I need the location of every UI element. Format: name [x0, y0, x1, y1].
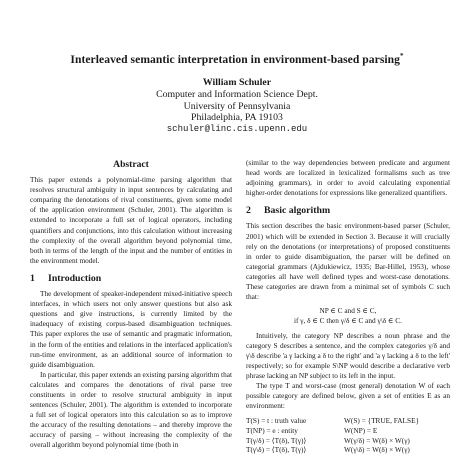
right-column — [246, 158, 450, 455]
abstract-text: This paper extends a polynomial-time parsing algorithm that resolves structural ambiguity in input sentences by calculating and comparing the denotations of rival constituents, given some model of the application environment (Schuler, 2001). The algorithm is extended to incorporate a full set of logical operators, including quantifiers and conjunctions, into this calculation without increasing the complexity of the overall algorithm beyond polynomial time, both in terms of the length of the input and the number of entities in the environment model. — [30, 175, 232, 265]
formula-left: T(S) = t : truth value — [246, 416, 307, 426]
author-city: Philadelphia, PA 19103 — [191, 112, 283, 124]
section-heading-introduction — [30, 274, 232, 284]
formula-left: T(γ/δ) = ⟨T(δ), T(γ)⟩ — [246, 435, 307, 445]
section2-paragraph-2: Intuitively, the category NP describes a noun phrase and the category S describes a sentence, and the complex categories γ/δ and γ\δ describe 'a γ lacking a δ to the right' and 'a γ lacking a δ to the left' respectively; so for example S\NP would describe a declarative verb phrase lacking an NP subject to its left in the input. — [246, 330, 450, 380]
formula-left: T(NP) = e : entity — [246, 426, 298, 436]
formula-right: W(S) = {TRUE, FALSE} — [344, 416, 420, 426]
category-definition-line-2: if γ, δ ∈ C then γ/δ ∈ C and γ\δ ∈ C. — [294, 316, 402, 326]
intro-paragraph-2: In particular, this paper extends an existing parsing algorithm that calculates and compares the denotations of rival parse tree constituents in order to resolve structural ambiguity in input sentences (Schuler, 2001). The algorithm is extended to incorporate a full set of logical operators into this calculation so as to improve the accuracy of the resulting denotations – and thereby improve the accuracy of parsing – without increasing the complexity of the overall algorithm beyond polynomial time (both in — [30, 369, 232, 450]
paper-title — [20, 52, 454, 66]
continued-paragraph: (similar to the way dependencies between predicate and argument head words are localized in lexicalized formalisms such as tree adjoining grammars), in order to avoid calculating exponential higher-order denotations for expressions like generalized quantifiers. — [246, 158, 450, 198]
formula-row — [246, 426, 450, 436]
formula-left: T(γ\δ) = ⟨T(δ), T(γ)⟩ — [246, 445, 307, 455]
formula-right: W(γ\δ) = W(δ) × W(γ) — [344, 445, 410, 455]
section2-paragraph-1: This section describes the basic environment-based parser (Schuler, 2001) which will be extended in Section 3. Because it will crucially rely on the denotations (or interpretations) of proposed constituents in order to guide disambiguation, the parser will be defined on categorial grammars (Ajdukiewicz, 1935; Bar-Hillel, 1953), whose categories all have well defined types and worst-case denotations. These categories are drawn from a minimal set of symbols C such that: — [246, 221, 450, 302]
section-title: Basic algorithm — [264, 205, 331, 217]
author-block — [100, 77, 374, 136]
intro-paragraph-1: The development of speaker-independent mixed-initiative speech interfaces, in which users not only answer questions but also ask questions and give instructions, is currently limited by the inadequacy of existing corpus-based disambiguation techniques. This paper explores the use of semantic and pragmatic information, in the form of the entities and relations in the interfaced application's run-time environment, as an additional source of information to guide disambiguation. — [30, 289, 232, 369]
author-dept: Computer and Information Science Dept. — [156, 88, 318, 100]
formula-row — [246, 436, 450, 446]
type-definitions — [246, 416, 450, 455]
formula-row — [246, 445, 450, 455]
section-title: Introduction — [48, 272, 102, 284]
abstract-heading: Abstract — [113, 159, 149, 170]
author-email: schuler@linc.cis.upenn.edu — [166, 124, 308, 135]
section-heading-basic-algorithm — [246, 206, 450, 216]
section-number: 1 — [30, 272, 35, 284]
formula-row — [246, 416, 450, 426]
category-definition-line-1: NP ∈ C and S ∈ C, — [319, 306, 377, 316]
paper-title-text: Interleaved semantic interpretation in environment-based parsing — [70, 52, 401, 66]
left-column — [30, 160, 232, 451]
title-footnote-mark: * — [400, 52, 404, 60]
author-university: University of Pennsylvania — [183, 100, 291, 112]
category-definition — [246, 306, 450, 326]
author-name: William Schuler — [202, 77, 272, 88]
section2-paragraph-3: The type T and worst-case (most general) denotation W of each possible category are defined below, given a set of entities E as an environment: — [246, 381, 450, 411]
formula-right: W(γ/δ) = W(δ) × W(γ) — [344, 435, 410, 445]
formula-right: W(NP) = E — [344, 426, 378, 436]
section-number: 2 — [246, 205, 251, 217]
